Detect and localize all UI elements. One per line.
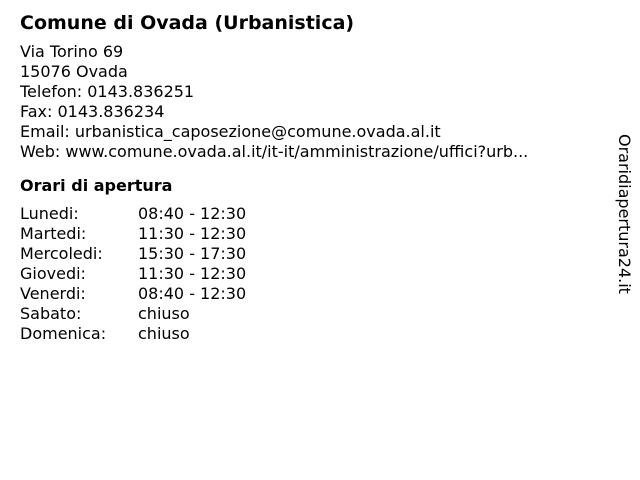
hours-row: [20, 324, 600, 344]
hours-row: [20, 264, 600, 284]
hours-day: Domenica:: [20, 324, 107, 343]
hours-day: Lunedi:: [20, 204, 79, 223]
hours-time: 15:30 - 17:30: [138, 244, 247, 263]
phone-number: Telefon: 0143.836251: [20, 82, 195, 101]
opening-hours-heading: Orari di apertura: [20, 176, 173, 195]
fax-number: Fax: 0143.836234: [20, 102, 165, 121]
hours-day: Giovedi:: [20, 264, 86, 283]
address-city: 15076 Ovada: [20, 62, 128, 81]
site-watermark: Oraridiapertura24.it: [615, 134, 634, 294]
opening-hours-table: [20, 204, 600, 344]
hours-row: [20, 284, 600, 304]
hours-time: 08:40 - 12:30: [138, 284, 247, 303]
hours-row: [20, 224, 600, 244]
contact-info: [20, 42, 600, 162]
business-card: [20, 10, 600, 344]
hours-time: 08:40 - 12:30: [138, 204, 247, 223]
address-street: Via Torino 69: [20, 42, 124, 61]
hours-day: Sabato:: [20, 304, 82, 323]
email-address: Email: urbanistica_caposezione@comune.ovada.al.it: [20, 122, 441, 141]
web-address: Web: www.comune.ovada.al.it/it-it/amministrazione/uffici?urb...: [20, 142, 529, 161]
page-title: Comune di Ovada (Urbanistica): [20, 12, 355, 34]
hours-row: [20, 244, 600, 264]
hours-time: 11:30 - 12:30: [138, 264, 247, 283]
hours-day: Martedi:: [20, 224, 87, 243]
hours-time: 11:30 - 12:30: [138, 224, 247, 243]
hours-day: Venerdi:: [20, 284, 86, 303]
hours-row: [20, 304, 600, 324]
hours-day: Mercoledi:: [20, 244, 103, 263]
hours-time: chiuso: [138, 324, 190, 343]
hours-time: chiuso: [138, 304, 190, 323]
hours-row: [20, 204, 600, 224]
